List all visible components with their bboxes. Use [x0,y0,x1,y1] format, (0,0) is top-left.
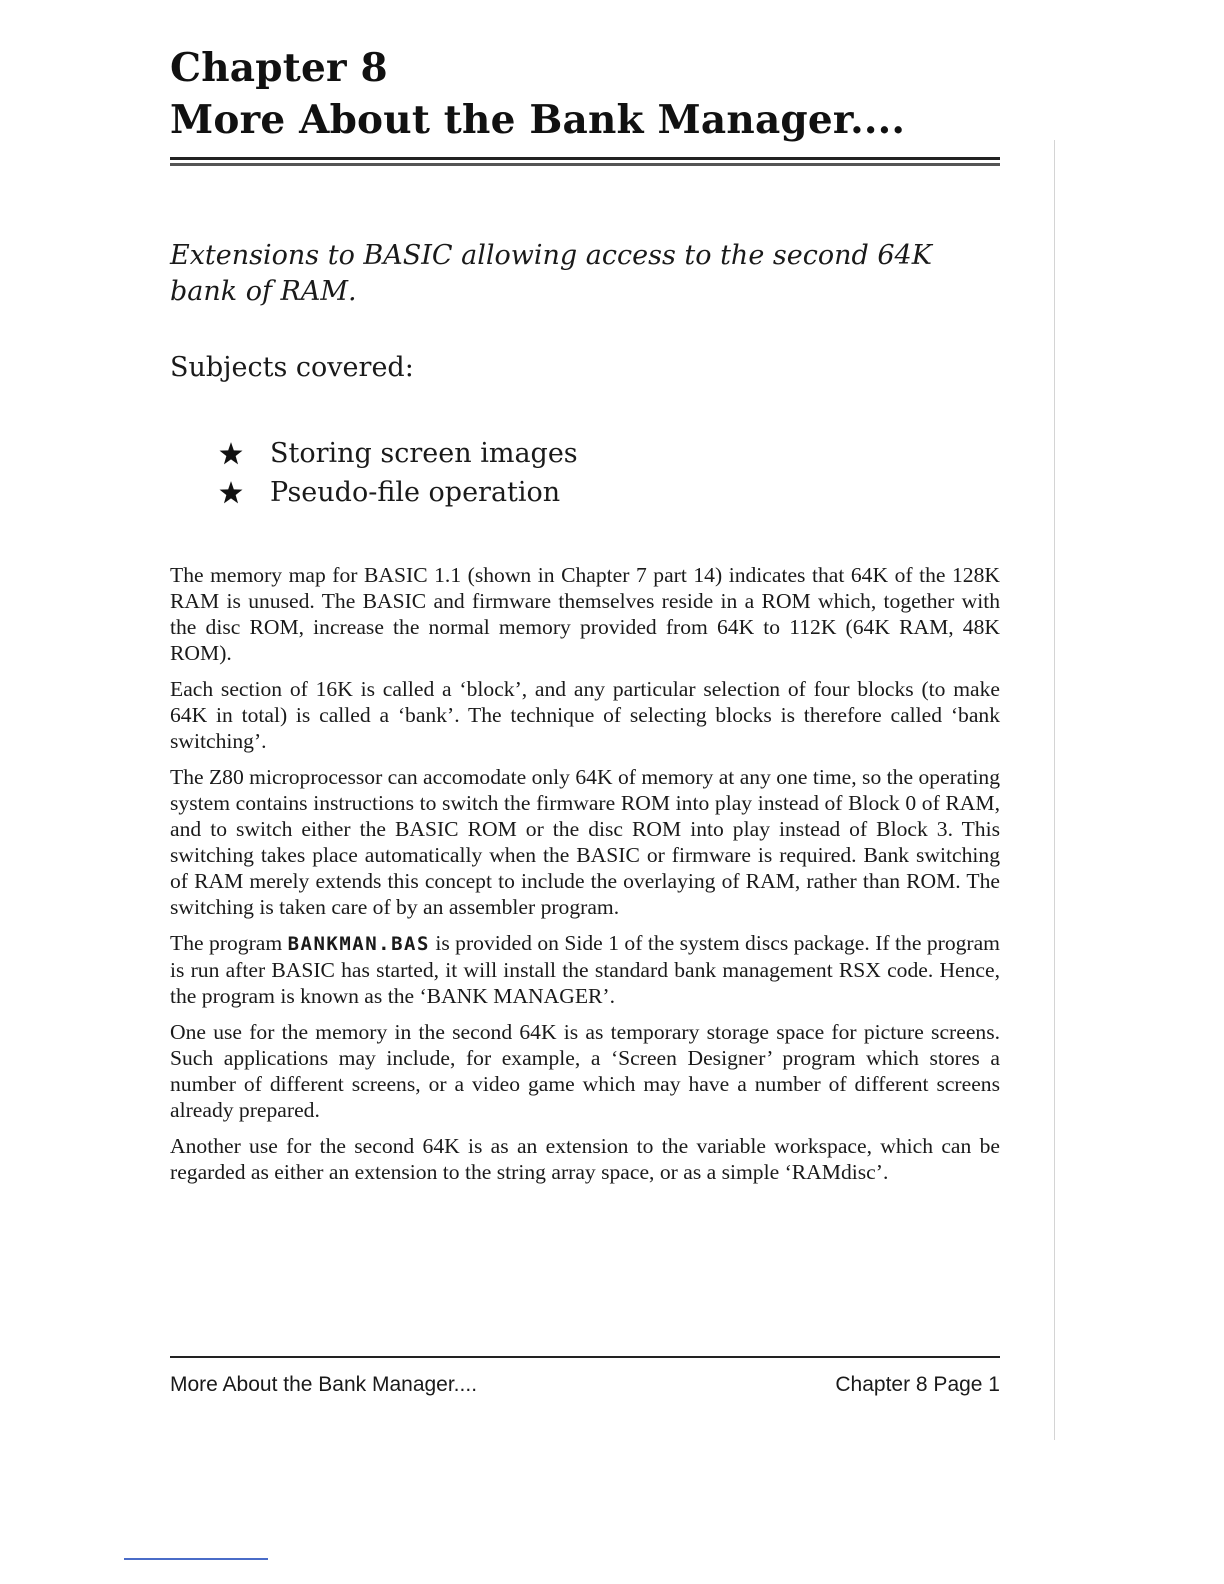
title-block [170,42,1000,146]
paragraph-memory-map: The memory map for BASIC 1.1 (shown in Chapter 7 part 14) indicates that 64K of the 128K RAM is unused. The BASIC and firmware themselves reside in a ROM which, together with the disc ROM, increase the normal memory provided from 64K to 112K (64K RAM, 48K ROM). [170,563,1000,665]
footer-page-number: Chapter 8 Page 1 [835,1373,1000,1396]
title-underline [170,157,1000,169]
paragraph-screens: One use for the memory in the second 64K is as temporary storage space for picture screens. Such applications may include, for example, a ‘Screen Designer’ program which stores a number of different screens, or a video game which may have a number of different screens already prepared. [170,1020,1000,1122]
page-edge-line [1054,140,1055,1440]
subject-label: Pseudo-file operation [270,477,561,508]
bottom-mark-line [124,1558,268,1560]
paragraph-ramdisc: Another use for the second 64K is as an extension to the variable workspace, which can be regarded as either an extension to the string array space, or as a simple ‘RAMdisc’. [170,1134,1000,1184]
program-filename: BANKMAN.BAS [287,933,430,955]
subject-item [218,473,578,512]
chapter-number: Chapter 8 [170,45,388,91]
subject-item [218,434,578,473]
chapter-subtitle: Extensions to BASIC allowing access to the second 64K bank of RAM. [170,240,932,307]
paragraph-text: The program [170,931,288,955]
paragraph-z80: The Z80 microprocessor can accomodate only 64K of memory at any one time, so the operating system contains instructions to switch the firmware ROM into play instead of Block 0 of RAM, and to switch either the BASIC ROM or the disc ROM into play instead of Block 3. This switching takes place automatically when the BASIC or firmware is required. Bank switching of RAM merely extends this concept to include the overlaying of RAM, rather than ROM. The switching is taken care of by an assembler program. [170,765,1000,919]
subject-label: Storing screen images [270,438,578,469]
chapter-title: More About the Bank Manager.... [170,97,906,143]
paragraph-text: is provided on Side 1 of the system discs package. If the program is run after BASIC has started, it will install the standard bank management RSX code. Hence, the program is known as the ‘BANK MANAGER’. [170,931,1000,1008]
footer-rule [170,1356,1000,1358]
footer-chapter-title: More About the Bank Manager.... [170,1373,478,1396]
star-icon [218,480,244,506]
paragraph-blocks: Each section of 16K is called a ‘block’, and any particular selection of four blocks (to make 64K in total) is called a ‘bank’. The technique of selecting blocks is therefore called ‘bank switching’. [170,677,1000,753]
subjects-list [218,434,578,512]
body-text [170,562,1000,1195]
star-icon [218,441,244,467]
subjects-heading: Subjects covered: [170,352,414,383]
paragraph-bankman [170,930,1000,1009]
